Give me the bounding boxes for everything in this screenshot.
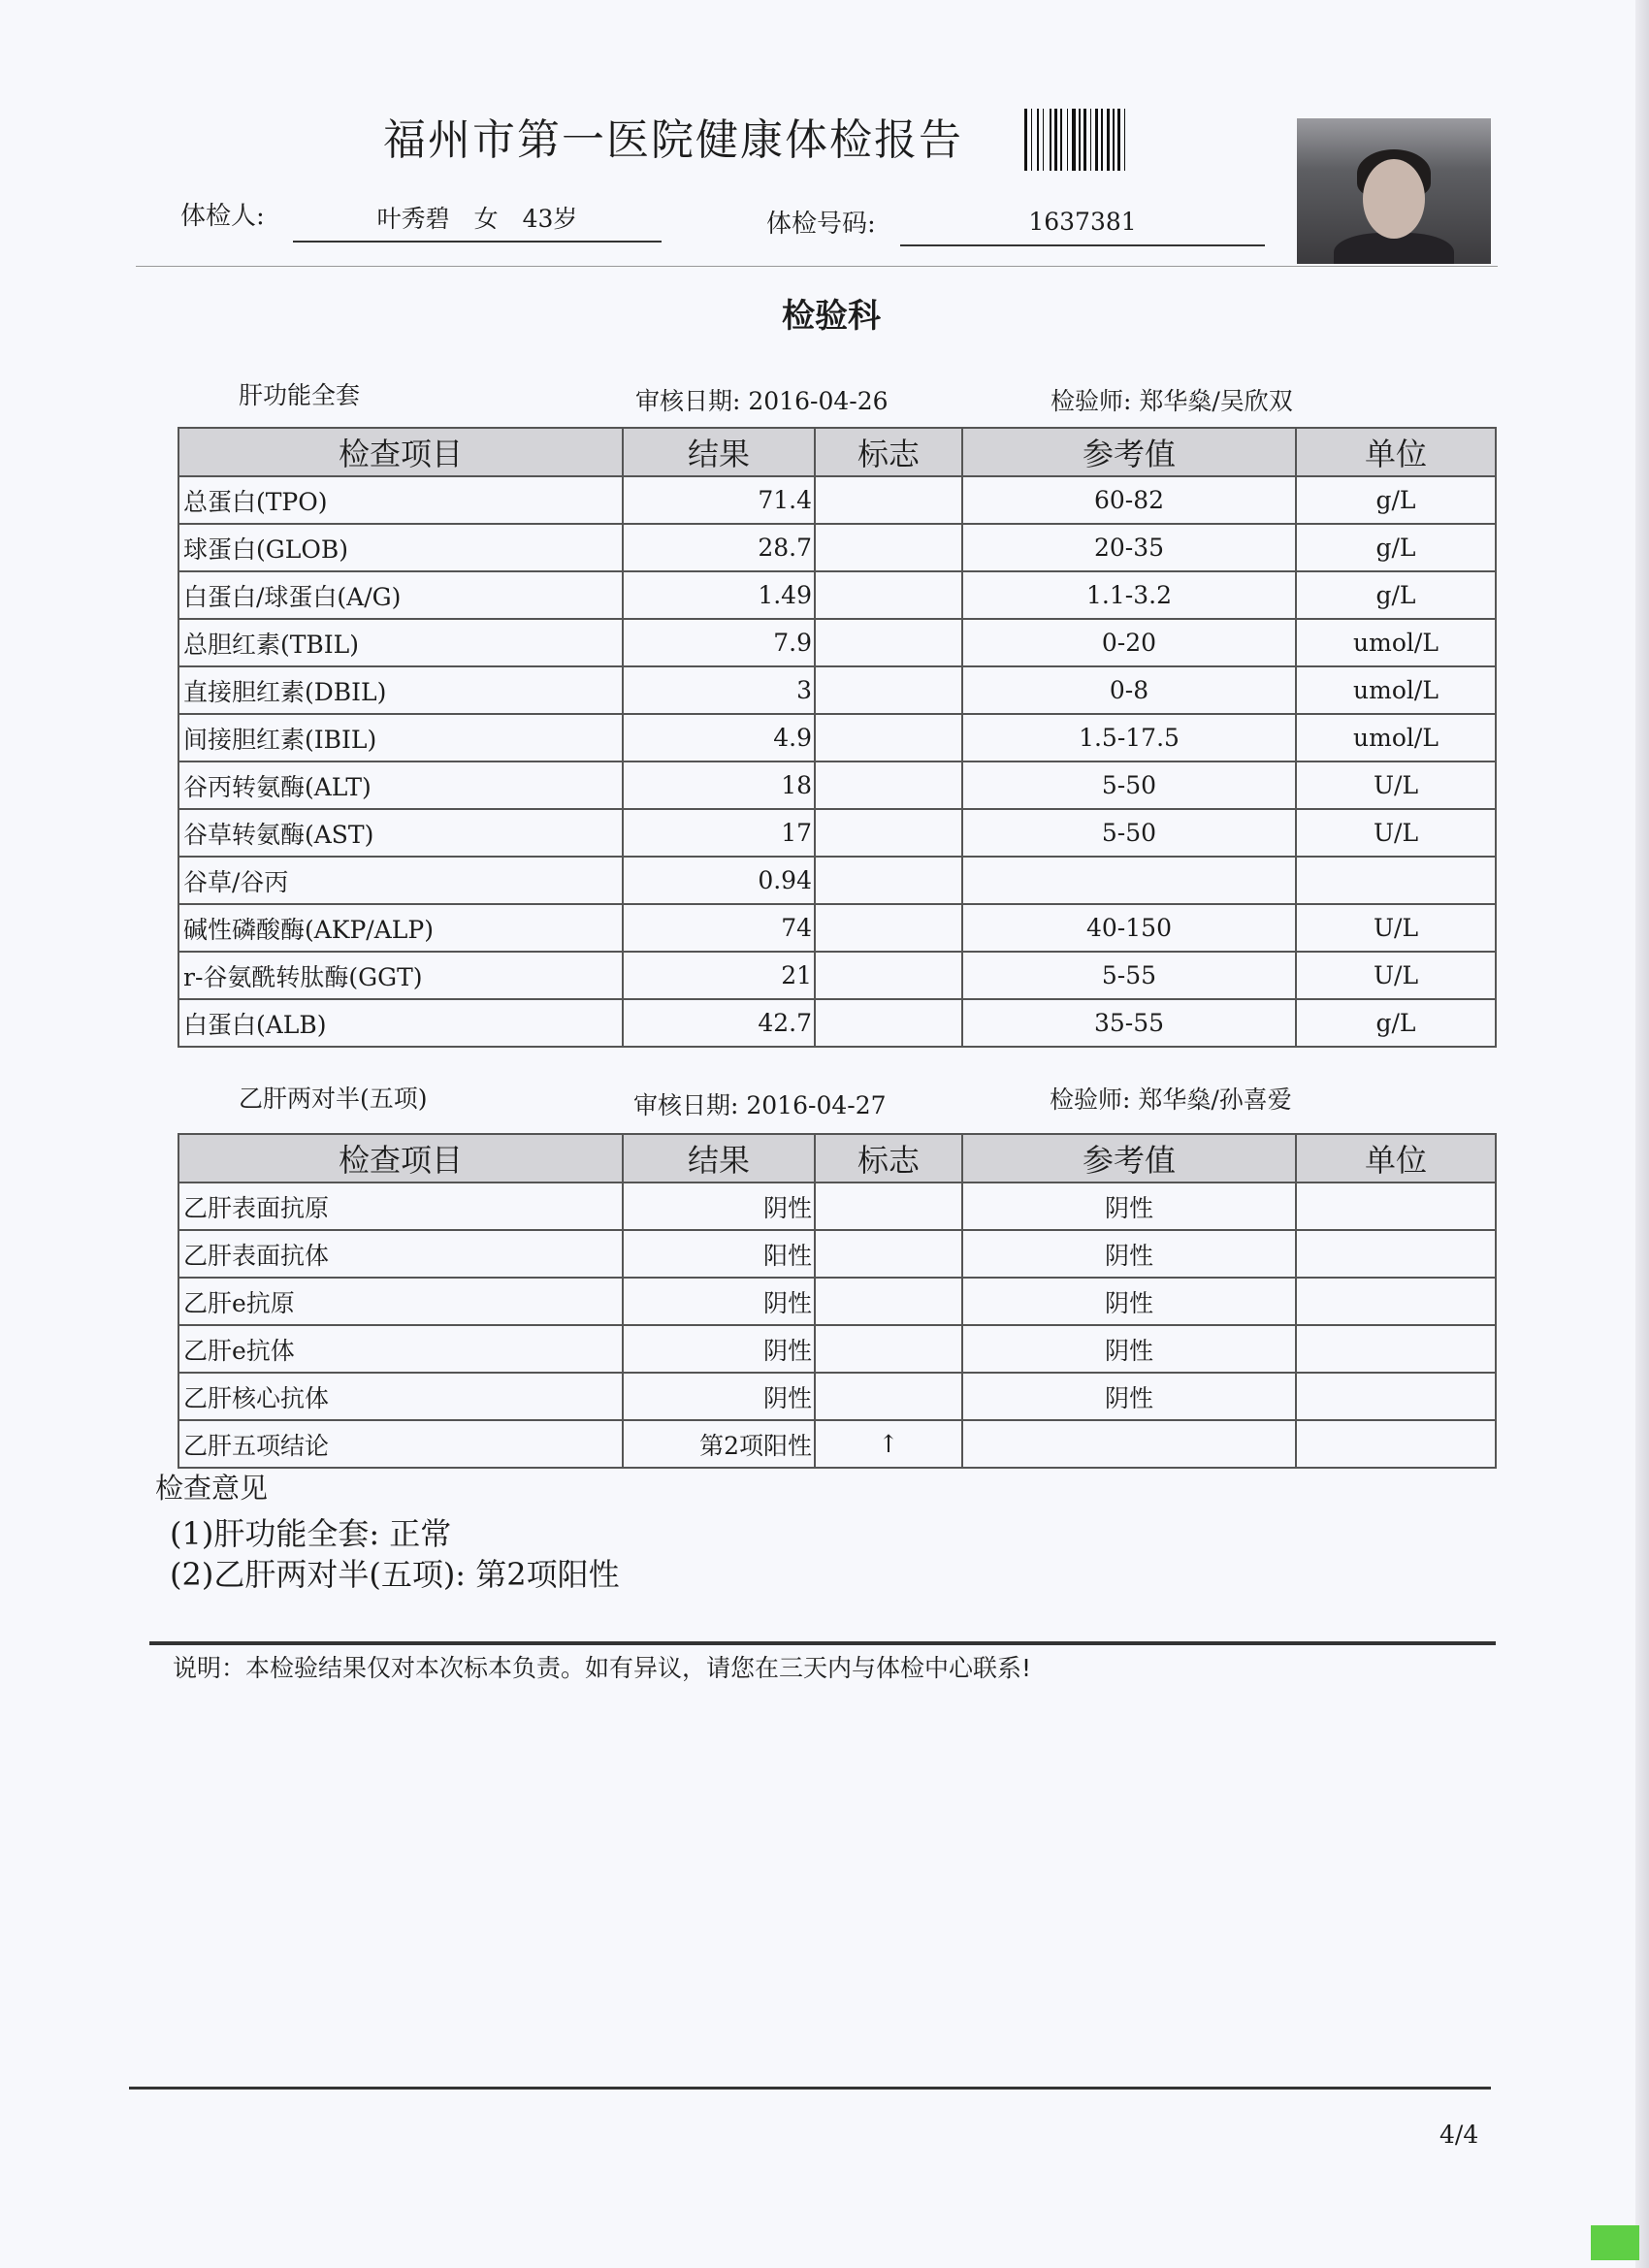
table-row xyxy=(178,476,1496,524)
unit-cell xyxy=(1296,857,1496,904)
flag-cell xyxy=(815,1230,962,1278)
test-name-cell: 乙肝核心抗体 xyxy=(178,1373,623,1420)
reference-cell: 阴性 xyxy=(962,1230,1296,1278)
examinee-value: 叶秀碧 女 43岁 xyxy=(376,205,578,233)
reference-cell: 1.1-3.2 xyxy=(962,571,1296,619)
table-row xyxy=(178,999,1496,1047)
flag-cell xyxy=(815,476,962,524)
result-cell: 21 xyxy=(623,952,815,999)
unit-cell: U/L xyxy=(1296,952,1496,999)
result-cell: 71.4 xyxy=(623,476,815,524)
test-name-cell: 总蛋白(TPO) xyxy=(178,476,623,524)
report-title: 福州市第一医院健康体检报告 xyxy=(383,115,963,165)
table-row xyxy=(178,1183,1496,1230)
table-header-row xyxy=(178,428,1496,476)
column-header: 标志 xyxy=(815,1134,962,1183)
test-name-cell: 谷草/谷丙 xyxy=(178,857,623,904)
reference-cell: 5-50 xyxy=(962,809,1296,857)
note-divider xyxy=(149,1641,1496,1645)
barcode xyxy=(1024,109,1187,171)
flag-cell xyxy=(815,809,962,857)
reference-cell: 阴性 xyxy=(962,1325,1296,1373)
unit-cell: g/L xyxy=(1296,476,1496,524)
liver-function-table xyxy=(178,427,1497,1048)
table-row xyxy=(178,1230,1496,1278)
examinee-label: 体检人: xyxy=(180,202,265,231)
section-name: 乙肝两对半(五项) xyxy=(239,1085,428,1113)
column-header: 结果 xyxy=(623,1134,815,1183)
test-name-cell: 白蛋白(ALB) xyxy=(178,999,623,1047)
section-name: 肝功能全套 xyxy=(239,381,361,409)
unit-cell: U/L xyxy=(1296,761,1496,809)
unit-cell xyxy=(1296,1420,1496,1468)
unit-cell: g/L xyxy=(1296,999,1496,1047)
unit-cell: umol/L xyxy=(1296,666,1496,714)
reference-cell: 20-35 xyxy=(962,524,1296,571)
flag-cell xyxy=(815,619,962,666)
flag-cell xyxy=(815,1325,962,1373)
table-row xyxy=(178,1325,1496,1373)
table-row xyxy=(178,904,1496,952)
column-header: 单位 xyxy=(1296,1134,1496,1183)
unit-cell: umol/L xyxy=(1296,714,1496,761)
result-cell: 阳性 xyxy=(623,1230,815,1278)
result-cell: 42.7 xyxy=(623,999,815,1047)
page-edge xyxy=(1635,0,1649,2268)
disclaimer-note: 说明：本检验结果仅对本次标本负责。如有异议，请您在三天内与体检中心联系! xyxy=(173,1654,1032,1682)
unit-cell xyxy=(1296,1278,1496,1325)
table-row xyxy=(178,714,1496,761)
exam-no-label: 体检号码: xyxy=(766,210,876,239)
technician: 检验师: 郑华燊/孙喜爱 xyxy=(1050,1085,1292,1114)
flag-cell xyxy=(815,952,962,999)
flag-cell xyxy=(815,666,962,714)
test-name-cell: 间接胆红素(IBIL) xyxy=(178,714,623,761)
watermark-badge xyxy=(1591,2225,1639,2260)
table-row xyxy=(178,524,1496,571)
patient-photo xyxy=(1297,118,1491,264)
test-name-cell: 乙肝表面抗原 xyxy=(178,1183,623,1230)
test-name-cell: 谷草转氨酶(AST) xyxy=(178,809,623,857)
reference-cell xyxy=(962,1420,1296,1468)
table-row xyxy=(178,571,1496,619)
flag-cell xyxy=(815,999,962,1047)
flag-cell xyxy=(815,1183,962,1230)
unit-cell: U/L xyxy=(1296,809,1496,857)
exam-no-underline xyxy=(900,244,1265,246)
reference-cell: 5-55 xyxy=(962,952,1296,999)
unit-cell xyxy=(1296,1325,1496,1373)
opinion-line: (2)乙肝两对半(五项): 第2项阳性 xyxy=(170,1556,620,1593)
result-cell: 1.49 xyxy=(623,571,815,619)
reference-cell: 35-55 xyxy=(962,999,1296,1047)
test-name-cell: 乙肝e抗原 xyxy=(178,1278,623,1325)
technician: 检验师: 郑华燊/吴欣双 xyxy=(1051,387,1293,415)
result-cell: 4.9 xyxy=(623,714,815,761)
footer-divider xyxy=(129,2087,1491,2090)
test-name-cell: 直接胆红素(DBIL) xyxy=(178,666,623,714)
unit-cell xyxy=(1296,1373,1496,1420)
test-name-cell: 乙肝e抗体 xyxy=(178,1325,623,1373)
flag-cell xyxy=(815,761,962,809)
test-name-cell: 乙肝表面抗体 xyxy=(178,1230,623,1278)
flag-cell xyxy=(815,857,962,904)
reference-cell: 阴性 xyxy=(962,1183,1296,1230)
flag-cell xyxy=(815,1278,962,1325)
table-row xyxy=(178,1373,1496,1420)
flag-cell xyxy=(815,571,962,619)
result-cell: 0.94 xyxy=(623,857,815,904)
test-name-cell: 球蛋白(GLOB) xyxy=(178,524,623,571)
opinion-line: (1)肝功能全套: 正常 xyxy=(170,1515,452,1552)
test-name-cell: 白蛋白/球蛋白(A/G) xyxy=(178,571,623,619)
flag-cell xyxy=(815,1373,962,1420)
result-cell: 28.7 xyxy=(623,524,815,571)
test-name-cell: 总胆红素(TBIL) xyxy=(178,619,623,666)
review-date: 审核日期: 2016-04-27 xyxy=(633,1091,887,1119)
table-row xyxy=(178,809,1496,857)
test-name-cell: r-谷氨酰转肽酶(GGT) xyxy=(178,952,623,999)
flag-cell xyxy=(815,524,962,571)
hepatitis-b-table xyxy=(178,1133,1497,1469)
reference-cell: 1.5-17.5 xyxy=(962,714,1296,761)
result-cell: 阴性 xyxy=(623,1325,815,1373)
review-date: 审核日期: 2016-04-26 xyxy=(635,387,889,415)
table-header-row xyxy=(178,1134,1496,1183)
result-cell: 18 xyxy=(623,761,815,809)
unit-cell xyxy=(1296,1183,1496,1230)
column-header: 检查项目 xyxy=(178,428,623,476)
department-title: 检验科 xyxy=(782,297,881,336)
table-row xyxy=(178,1420,1496,1468)
reference-cell: 阴性 xyxy=(962,1278,1296,1325)
unit-cell: umol/L xyxy=(1296,619,1496,666)
column-header: 参考值 xyxy=(962,428,1296,476)
test-name-cell: 碱性磷酸酶(AKP/ALP) xyxy=(178,904,623,952)
result-cell: 17 xyxy=(623,809,815,857)
column-header: 标志 xyxy=(815,428,962,476)
unit-cell: g/L xyxy=(1296,571,1496,619)
reference-cell: 阴性 xyxy=(962,1373,1296,1420)
reference-cell xyxy=(962,857,1296,904)
flag-cell: ↑ xyxy=(815,1420,962,1468)
page-number: 4/4 xyxy=(1439,2121,1479,2149)
column-header: 检查项目 xyxy=(178,1134,623,1183)
test-name-cell: 谷丙转氨酶(ALT) xyxy=(178,761,623,809)
unit-cell: U/L xyxy=(1296,904,1496,952)
reference-cell: 60-82 xyxy=(962,476,1296,524)
opinion-title: 检查意见 xyxy=(155,1472,269,1505)
exam-no-value: 1637381 xyxy=(1028,208,1137,236)
unit-cell: g/L xyxy=(1296,524,1496,571)
table-row xyxy=(178,619,1496,666)
unit-cell xyxy=(1296,1230,1496,1278)
reference-cell: 5-50 xyxy=(962,761,1296,809)
flag-cell xyxy=(815,714,962,761)
flag-cell xyxy=(815,904,962,952)
table-row xyxy=(178,857,1496,904)
column-header: 单位 xyxy=(1296,428,1496,476)
reference-cell: 0-20 xyxy=(962,619,1296,666)
column-header: 参考值 xyxy=(962,1134,1296,1183)
result-cell: 74 xyxy=(623,904,815,952)
table-row xyxy=(178,761,1496,809)
test-name-cell: 乙肝五项结论 xyxy=(178,1420,623,1468)
reference-cell: 0-8 xyxy=(962,666,1296,714)
table-row xyxy=(178,1278,1496,1325)
result-cell: 3 xyxy=(623,666,815,714)
result-cell: 阴性 xyxy=(623,1183,815,1230)
table-row xyxy=(178,952,1496,999)
column-header: 结果 xyxy=(623,428,815,476)
reference-cell: 40-150 xyxy=(962,904,1296,952)
table-row xyxy=(178,666,1496,714)
examinee-underline xyxy=(293,241,662,243)
result-cell: 阴性 xyxy=(623,1278,815,1325)
header-divider xyxy=(136,266,1498,267)
result-cell: 7.9 xyxy=(623,619,815,666)
result-cell: 阴性 xyxy=(623,1373,815,1420)
result-cell: 第2项阳性 xyxy=(623,1420,815,1468)
